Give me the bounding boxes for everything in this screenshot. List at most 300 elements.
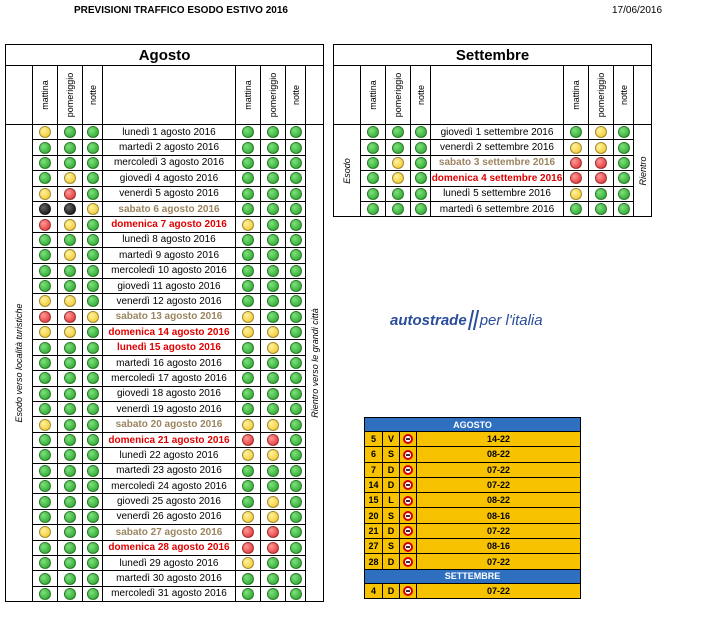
traffic-light-night-icon — [415, 188, 427, 200]
ban-weekday: D — [383, 523, 400, 538]
traffic-light-morning-icon — [242, 480, 254, 492]
traffic-light-morning-icon — [242, 403, 254, 415]
traffic-light-afternoon-icon — [267, 496, 279, 508]
traffic-light-night-icon — [618, 188, 630, 200]
day-label: sabato 3 settembre 2016 — [431, 155, 564, 170]
traffic-light-night-icon — [87, 157, 99, 169]
traffic-light-night-icon — [87, 188, 99, 200]
traffic-light-afternoon-icon — [267, 511, 279, 523]
traffic-light-morning-icon — [39, 526, 51, 538]
traffic-light-morning-icon — [242, 342, 254, 354]
traffic-light-afternoon-icon — [64, 234, 76, 246]
traffic-light-night-icon — [290, 157, 302, 169]
traffic-light-morning-icon — [39, 280, 51, 292]
traffic-light-afternoon-icon — [392, 203, 404, 215]
col-header-afternoon: pomeriggio — [65, 72, 75, 118]
traffic-light-afternoon-icon — [64, 496, 76, 508]
traffic-light-night-icon — [290, 311, 302, 323]
no-heavy-vehicles-icon — [403, 557, 413, 567]
day-row — [6, 540, 324, 555]
traffic-light-afternoon-icon — [267, 588, 279, 600]
traffic-light-morning-icon — [242, 449, 254, 461]
traffic-light-afternoon-icon — [267, 419, 279, 431]
traffic-light-night-icon — [87, 388, 99, 400]
traffic-light-morning-icon — [570, 188, 582, 200]
traffic-light-morning-icon — [570, 172, 582, 184]
day-label: giovedì 1 settembre 2016 — [431, 125, 564, 140]
traffic-light-morning-icon — [242, 249, 254, 261]
traffic-light-morning-icon — [367, 142, 379, 154]
traffic-light-night-icon — [87, 496, 99, 508]
ban-row — [365, 554, 581, 569]
traffic-light-night-icon — [87, 588, 99, 600]
traffic-light-night-icon — [87, 465, 99, 477]
traffic-light-night-icon — [290, 188, 302, 200]
day-label: martedì 9 agosto 2016 — [103, 248, 236, 263]
traffic-light-night-icon — [290, 403, 302, 415]
traffic-light-afternoon-icon — [64, 342, 76, 354]
traffic-light-morning-icon — [39, 311, 51, 323]
ban-weekday: S — [383, 539, 400, 554]
traffic-light-afternoon-icon — [267, 388, 279, 400]
traffic-light-afternoon-icon — [64, 203, 76, 215]
traffic-light-night-icon — [290, 326, 302, 338]
traffic-light-morning-icon — [242, 526, 254, 538]
no-heavy-vehicles-icon — [403, 480, 413, 490]
traffic-light-morning-icon — [39, 496, 51, 508]
traffic-light-morning-icon — [39, 142, 51, 154]
traffic-light-afternoon-icon — [392, 188, 404, 200]
traffic-light-morning-icon — [242, 357, 254, 369]
day-label: venerdì 2 settembre 2016 — [431, 140, 564, 155]
ban-header-august: AGOSTO — [365, 418, 581, 432]
day-row — [6, 155, 324, 170]
day-row — [6, 386, 324, 401]
day-row — [6, 232, 324, 247]
traffic-light-afternoon-icon — [267, 219, 279, 231]
ban-day: 6 — [365, 447, 383, 462]
traffic-light-afternoon-icon — [392, 126, 404, 138]
col-header-morning: mattina — [571, 80, 581, 110]
traffic-light-morning-icon — [242, 172, 254, 184]
traffic-light-afternoon-icon — [64, 480, 76, 492]
traffic-light-afternoon-icon — [267, 542, 279, 554]
traffic-light-night-icon — [290, 496, 302, 508]
traffic-light-morning-icon — [242, 372, 254, 384]
day-row — [6, 186, 324, 201]
traffic-light-morning-icon — [367, 188, 379, 200]
traffic-light-night-icon — [290, 480, 302, 492]
day-label: domenica 14 agosto 2016 — [103, 325, 236, 340]
day-label: martedì 30 agosto 2016 — [103, 571, 236, 586]
traffic-light-morning-icon — [242, 557, 254, 569]
traffic-light-afternoon-icon — [267, 188, 279, 200]
traffic-light-night-icon — [87, 557, 99, 569]
traffic-light-night-icon — [87, 526, 99, 538]
traffic-light-afternoon-icon — [64, 403, 76, 415]
ban-day: 21 — [365, 523, 383, 538]
traffic-light-afternoon-icon — [64, 311, 76, 323]
traffic-light-afternoon-icon — [64, 449, 76, 461]
traffic-light-night-icon — [87, 342, 99, 354]
ban-weekday: D — [383, 477, 400, 492]
day-row — [6, 555, 324, 570]
traffic-light-afternoon-icon — [267, 557, 279, 569]
day-row — [6, 478, 324, 493]
day-row — [6, 509, 324, 524]
traffic-light-afternoon-icon — [64, 265, 76, 277]
traffic-light-afternoon-icon — [64, 357, 76, 369]
traffic-light-afternoon-icon — [64, 511, 76, 523]
traffic-light-afternoon-icon — [392, 157, 404, 169]
traffic-light-afternoon-icon — [267, 234, 279, 246]
traffic-light-morning-icon — [39, 249, 51, 261]
traffic-light-afternoon-icon — [64, 526, 76, 538]
col-header-morning: mattina — [243, 80, 253, 110]
traffic-light-morning-icon — [242, 419, 254, 431]
day-label: lunedì 1 agosto 2016 — [103, 125, 236, 140]
traffic-light-afternoon-icon — [64, 188, 76, 200]
day-label: venerdì 12 agosto 2016 — [103, 294, 236, 309]
day-label: lunedì 22 agosto 2016 — [103, 448, 236, 463]
logo-brand: autostrade — [390, 312, 467, 329]
day-row — [6, 432, 324, 447]
ban-hours: 08-22 — [417, 447, 581, 462]
traffic-light-morning-icon — [242, 311, 254, 323]
traffic-light-morning-icon — [570, 142, 582, 154]
ban-hours: 08-16 — [417, 508, 581, 523]
traffic-light-morning-icon — [39, 403, 51, 415]
ban-row — [365, 447, 581, 462]
traffic-light-night-icon — [618, 126, 630, 138]
traffic-light-afternoon-icon — [595, 142, 607, 154]
day-label: venerdì 26 agosto 2016 — [103, 509, 236, 524]
traffic-light-afternoon-icon — [267, 573, 279, 585]
traffic-light-afternoon-icon — [64, 172, 76, 184]
august-forecast-table — [5, 44, 324, 602]
ban-hours: 08-16 — [417, 539, 581, 554]
traffic-light-afternoon-icon — [64, 573, 76, 585]
traffic-light-night-icon — [290, 219, 302, 231]
traffic-light-night-icon — [87, 249, 99, 261]
day-label: sabato 27 agosto 2016 — [103, 525, 236, 540]
traffic-light-morning-icon — [39, 126, 51, 138]
traffic-light-afternoon-icon — [267, 526, 279, 538]
traffic-light-afternoon-icon — [267, 311, 279, 323]
traffic-light-afternoon-icon — [267, 157, 279, 169]
day-row — [334, 155, 652, 170]
traffic-light-night-icon — [87, 326, 99, 338]
ban-day: 4 — [365, 583, 383, 598]
traffic-light-morning-icon — [39, 157, 51, 169]
traffic-light-afternoon-icon — [64, 157, 76, 169]
traffic-light-night-icon — [290, 280, 302, 292]
day-row — [334, 201, 652, 216]
traffic-light-night-icon — [290, 465, 302, 477]
traffic-light-morning-icon — [570, 203, 582, 215]
traffic-light-morning-icon — [39, 265, 51, 277]
no-heavy-vehicles-icon — [403, 586, 413, 596]
traffic-light-morning-icon — [39, 357, 51, 369]
ban-weekday: D — [383, 462, 400, 477]
ban-day: 5 — [365, 432, 383, 447]
traffic-light-morning-icon — [39, 326, 51, 338]
traffic-light-night-icon — [290, 126, 302, 138]
ban-row — [365, 583, 581, 598]
traffic-light-afternoon-icon — [392, 172, 404, 184]
traffic-light-night-icon — [87, 203, 99, 215]
traffic-light-night-icon — [87, 295, 99, 307]
col-header-afternoon: pomeriggio — [596, 72, 606, 118]
day-label: mercoledì 17 agosto 2016 — [103, 371, 236, 386]
day-label: mercoledì 24 agosto 2016 — [103, 478, 236, 493]
traffic-light-afternoon-icon — [64, 388, 76, 400]
traffic-light-night-icon — [290, 542, 302, 554]
ban-weekday: D — [383, 583, 400, 598]
traffic-light-morning-icon — [39, 557, 51, 569]
traffic-light-night-icon — [87, 280, 99, 292]
col-header-afternoon: pomeriggio — [393, 72, 403, 118]
traffic-light-morning-icon — [242, 265, 254, 277]
traffic-light-afternoon-icon — [64, 434, 76, 446]
day-label: lunedì 8 agosto 2016 — [103, 232, 236, 247]
traffic-light-night-icon — [87, 126, 99, 138]
traffic-light-afternoon-icon — [64, 142, 76, 154]
traffic-light-afternoon-icon — [267, 203, 279, 215]
day-row — [6, 125, 324, 140]
traffic-light-morning-icon — [242, 188, 254, 200]
ban-hours: 07-22 — [417, 583, 581, 598]
no-heavy-vehicles-icon — [403, 542, 413, 552]
traffic-light-afternoon-icon — [267, 126, 279, 138]
traffic-light-afternoon-icon — [64, 326, 76, 338]
day-label: giovedì 11 agosto 2016 — [103, 278, 236, 293]
traffic-light-morning-icon — [39, 573, 51, 585]
traffic-light-night-icon — [290, 234, 302, 246]
day-row — [6, 278, 324, 293]
ban-day: 28 — [365, 554, 383, 569]
no-heavy-vehicles-icon — [403, 526, 413, 536]
page-title: PREVISIONI TRAFFICO ESODO ESTIVO 2016 — [74, 5, 288, 16]
traffic-light-morning-icon — [242, 157, 254, 169]
traffic-light-night-icon — [415, 203, 427, 215]
col-header-afternoon: pomeriggio — [268, 72, 278, 118]
day-row — [6, 263, 324, 278]
traffic-light-morning-icon — [39, 342, 51, 354]
ban-row — [365, 539, 581, 554]
traffic-light-night-icon — [290, 388, 302, 400]
day-row — [6, 463, 324, 478]
traffic-light-night-icon — [290, 557, 302, 569]
traffic-light-afternoon-icon — [392, 142, 404, 154]
traffic-light-night-icon — [618, 203, 630, 215]
traffic-light-night-icon — [87, 434, 99, 446]
traffic-light-afternoon-icon — [267, 326, 279, 338]
ban-header-september: SETTEMBRE — [365, 569, 581, 583]
traffic-light-afternoon-icon — [64, 126, 76, 138]
day-label: domenica 7 agosto 2016 — [103, 217, 236, 232]
traffic-light-afternoon-icon — [595, 203, 607, 215]
ban-row — [365, 493, 581, 508]
day-row — [6, 371, 324, 386]
ban-hours: 14-22 — [417, 432, 581, 447]
traffic-light-night-icon — [87, 480, 99, 492]
traffic-light-morning-icon — [39, 434, 51, 446]
traffic-light-morning-icon — [242, 496, 254, 508]
traffic-light-afternoon-icon — [64, 372, 76, 384]
day-row — [6, 417, 324, 432]
day-label: lunedì 15 agosto 2016 — [103, 340, 236, 355]
no-heavy-vehicles-icon — [403, 511, 413, 521]
traffic-light-morning-icon — [242, 326, 254, 338]
traffic-light-night-icon — [87, 372, 99, 384]
traffic-light-afternoon-icon — [595, 157, 607, 169]
ban-row — [365, 432, 581, 447]
no-heavy-vehicles-icon — [403, 465, 413, 475]
day-label: lunedì 5 settembre 2016 — [431, 186, 564, 201]
traffic-light-afternoon-icon — [267, 403, 279, 415]
traffic-light-morning-icon — [242, 219, 254, 231]
traffic-light-night-icon — [87, 142, 99, 154]
day-label: giovedì 25 agosto 2016 — [103, 494, 236, 509]
ban-hours: 07-22 — [417, 523, 581, 538]
traffic-light-afternoon-icon — [267, 295, 279, 307]
logo-bars-icon — [468, 310, 479, 330]
day-row — [6, 494, 324, 509]
traffic-light-afternoon-icon — [267, 372, 279, 384]
traffic-light-morning-icon — [39, 542, 51, 554]
col-header-morning: mattina — [368, 80, 378, 110]
traffic-light-night-icon — [290, 172, 302, 184]
traffic-light-afternoon-icon — [64, 295, 76, 307]
traffic-light-afternoon-icon — [267, 342, 279, 354]
traffic-light-morning-icon — [367, 126, 379, 138]
traffic-light-night-icon — [87, 449, 99, 461]
day-row — [6, 248, 324, 263]
traffic-light-afternoon-icon — [595, 188, 607, 200]
traffic-light-morning-icon — [242, 542, 254, 554]
day-row — [6, 448, 324, 463]
traffic-light-morning-icon — [39, 234, 51, 246]
ban-weekday: S — [383, 447, 400, 462]
document-date: 17/06/2016 — [612, 5, 663, 16]
day-label: domenica 4 settembre 2016 — [431, 171, 564, 186]
day-label: giovedì 18 agosto 2016 — [103, 386, 236, 401]
no-heavy-vehicles-icon — [403, 496, 413, 506]
day-row — [6, 140, 324, 155]
traffic-light-afternoon-icon — [64, 280, 76, 292]
no-heavy-vehicles-icon — [403, 450, 413, 460]
traffic-light-afternoon-icon — [64, 249, 76, 261]
traffic-light-night-icon — [290, 342, 302, 354]
traffic-light-afternoon-icon — [267, 465, 279, 477]
day-row — [6, 217, 324, 232]
outbound-label: Esodo — [342, 157, 352, 184]
traffic-light-morning-icon — [39, 203, 51, 215]
traffic-light-afternoon-icon — [267, 449, 279, 461]
day-label: domenica 28 agosto 2016 — [103, 540, 236, 555]
traffic-light-morning-icon — [39, 465, 51, 477]
month-title-september: Settembre — [334, 45, 652, 66]
traffic-light-night-icon — [87, 419, 99, 431]
traffic-light-morning-icon — [242, 234, 254, 246]
traffic-light-afternoon-icon — [267, 249, 279, 261]
traffic-light-morning-icon — [39, 172, 51, 184]
ban-day: 7 — [365, 462, 383, 477]
day-label: venerdì 19 agosto 2016 — [103, 402, 236, 417]
traffic-light-night-icon — [290, 511, 302, 523]
traffic-light-night-icon — [290, 203, 302, 215]
ban-day: 20 — [365, 508, 383, 523]
traffic-light-afternoon-icon — [595, 172, 607, 184]
traffic-light-night-icon — [87, 511, 99, 523]
day-label: sabato 20 agosto 2016 — [103, 417, 236, 432]
day-label: martedì 2 agosto 2016 — [103, 140, 236, 155]
traffic-light-afternoon-icon — [64, 557, 76, 569]
month-title-august: Agosto — [6, 45, 324, 66]
traffic-light-night-icon — [290, 573, 302, 585]
traffic-light-afternoon-icon — [267, 357, 279, 369]
day-row — [6, 571, 324, 586]
day-label: martedì 6 settembre 2016 — [431, 201, 564, 216]
day-row — [6, 309, 324, 324]
traffic-light-night-icon — [290, 142, 302, 154]
traffic-light-afternoon-icon — [267, 142, 279, 154]
traffic-light-night-icon — [290, 295, 302, 307]
day-row — [334, 125, 652, 140]
traffic-light-afternoon-icon — [267, 480, 279, 492]
traffic-light-morning-icon — [39, 588, 51, 600]
traffic-light-afternoon-icon — [64, 419, 76, 431]
traffic-light-morning-icon — [39, 295, 51, 307]
day-row — [334, 140, 652, 155]
day-row — [6, 586, 324, 601]
traffic-light-night-icon — [618, 142, 630, 154]
day-label: giovedì 4 agosto 2016 — [103, 171, 236, 186]
day-row — [6, 525, 324, 540]
ban-day: 15 — [365, 493, 383, 508]
ban-weekday: V — [383, 432, 400, 447]
traffic-light-morning-icon — [367, 172, 379, 184]
traffic-light-night-icon — [87, 542, 99, 554]
day-label: martedì 16 agosto 2016 — [103, 355, 236, 370]
ban-hours: 07-22 — [417, 462, 581, 477]
traffic-light-afternoon-icon — [267, 172, 279, 184]
traffic-light-night-icon — [618, 157, 630, 169]
ban-row — [365, 523, 581, 538]
col-header-night: notte — [290, 84, 301, 106]
autostrade-logo — [390, 310, 543, 330]
traffic-light-afternoon-icon — [64, 219, 76, 231]
day-label: martedì 23 agosto 2016 — [103, 463, 236, 478]
traffic-light-morning-icon — [39, 480, 51, 492]
day-label: mercoledì 10 agosto 2016 — [103, 263, 236, 278]
day-label: sabato 13 agosto 2016 — [103, 309, 236, 324]
traffic-light-afternoon-icon — [64, 542, 76, 554]
traffic-light-morning-icon — [242, 588, 254, 600]
traffic-light-morning-icon — [39, 419, 51, 431]
traffic-light-night-icon — [290, 265, 302, 277]
ban-day: 14 — [365, 477, 383, 492]
day-row — [6, 294, 324, 309]
day-row — [334, 171, 652, 186]
traffic-light-morning-icon — [367, 203, 379, 215]
ban-row — [365, 477, 581, 492]
traffic-light-night-icon — [87, 265, 99, 277]
logo-tagline: per l'italia — [479, 312, 543, 329]
traffic-light-afternoon-icon — [64, 588, 76, 600]
day-row — [6, 340, 324, 355]
